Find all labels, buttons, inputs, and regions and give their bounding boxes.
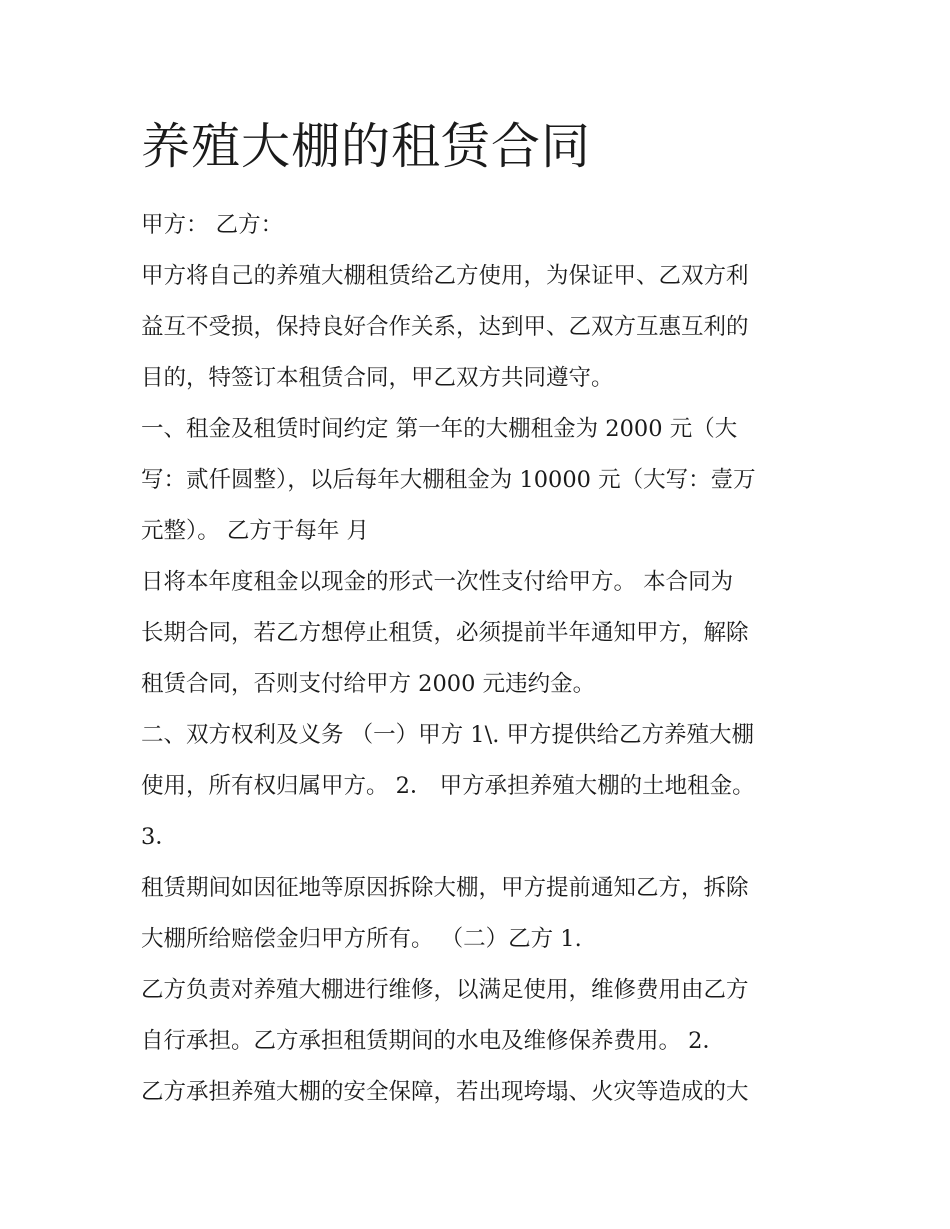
text-line: 3． xyxy=(141,824,178,850)
text-line: 二、双方权利及义务 （一）甲方 1\. 甲方提供给乙方养殖大棚 xyxy=(141,722,755,748)
text-line: 自行承担。乙方承担租赁期间的水电及维修保养费用。 2． xyxy=(141,1028,725,1054)
document-title: 养殖大棚的租赁合同 xyxy=(141,118,592,175)
text-line: 甲方将自己的养殖大棚租赁给乙方使用，为保证甲、乙双方利 xyxy=(141,263,749,289)
document-body xyxy=(141,200,821,1118)
text-line: 目的，特签订本租赁合同，甲乙双方共同遵守。 xyxy=(141,365,614,391)
text-line: 日将本年度租金以现金的形式一次性支付给甲方。 本合同为 xyxy=(141,569,734,595)
text-line: 乙方承担养殖大棚的安全保障，若出现垮塌、火灾等造成的大 xyxy=(141,1079,749,1105)
text-line: 长期合同，若乙方想停止租赁，必须提前半年通知甲方，解除 xyxy=(141,620,749,646)
text-line: 益互不受损，保持良好合作关系，达到甲、乙双方互惠互利的 xyxy=(141,314,749,340)
document-page xyxy=(141,112,821,1118)
text-line: 一、租金及租赁时间约定 第一年的大棚租金为 2000 元（大 xyxy=(141,416,738,442)
text-line: 写：贰仟圆整），以后每年大棚租金为 10000 元（大写：壹万 xyxy=(141,467,756,493)
text-line: 租赁合同，否则支付给甲方 2000 元违约金。 xyxy=(141,671,596,697)
text-line: 元整）。 乙方于每年 月 xyxy=(141,518,370,544)
text-line: 使用，所有权归属甲方。 2． 甲方承担养殖大棚的土地租金。 xyxy=(141,773,755,799)
text-line: 乙方负责对养殖大棚进行维修，以满足使用，维修费用由乙方 xyxy=(141,977,749,1003)
text-line: 大棚所给赔偿金归甲方所有。 （二）乙方 1. xyxy=(141,926,582,952)
text-line: 租赁期间如因征地等原因拆除大棚，甲方提前通知乙方，拆除 xyxy=(141,875,749,901)
text-line: 甲方： 乙方： xyxy=(141,212,284,238)
